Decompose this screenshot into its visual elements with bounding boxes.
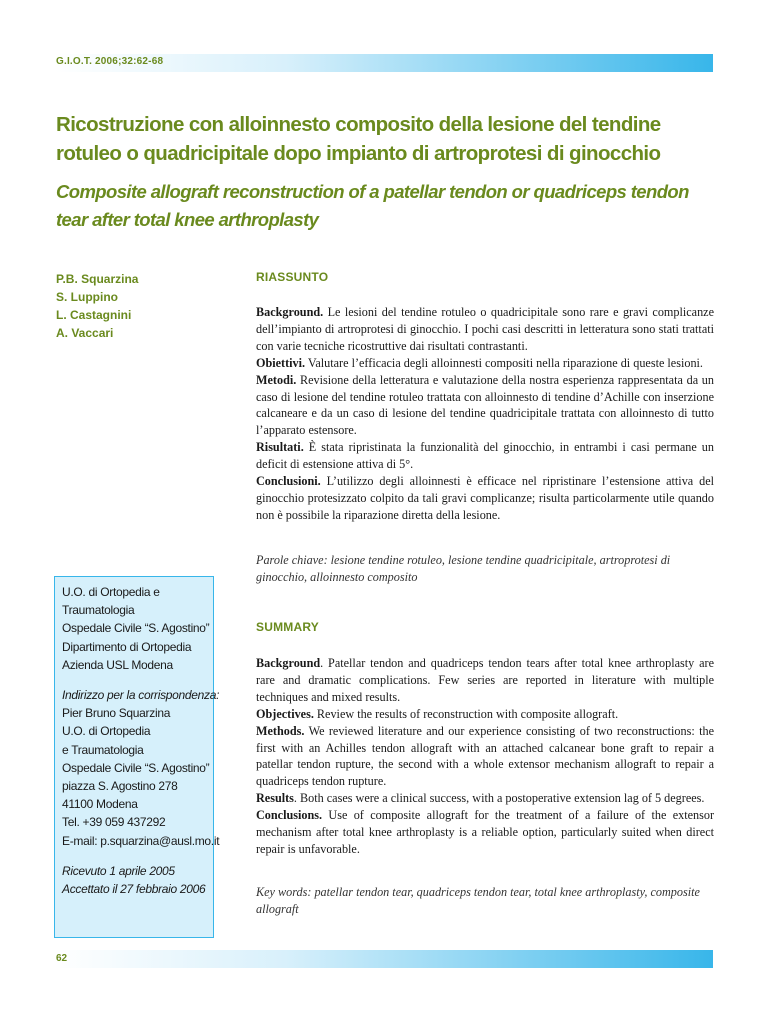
abstract-paragraph [256, 655, 714, 706]
riassunto-keywords: Parole chiave: lesione tendine rotuleo, lesione tendine quadricipitale, artroprotesi di ginocchio, alloinnesto composito [256, 553, 671, 584]
correspondence-line: 41100 Modena [62, 797, 138, 812]
paragraph-text: Use of composite allograft for the treatment of a failure of the extensor mechanism after total knee arthroplasty is a reliable option, particularly suited when direct repair is unfavorable. [256, 808, 714, 856]
paragraph-label: Objectives. [256, 706, 314, 721]
correspondence-line: Ospedale Civile “S. Agostino” [62, 760, 210, 775]
author-list [56, 270, 138, 342]
author: S. Luppino [56, 290, 118, 304]
summary-body [256, 655, 714, 858]
abstract-paragraph [256, 807, 714, 858]
correspondence-line: piazza S. Agostino 278 [62, 779, 178, 794]
paragraph-label: Background [256, 656, 321, 670]
correspondence-line: Pier Bruno Squarzina [62, 706, 171, 721]
paragraph-text: Le lesioni del tendine rotuleo o quadricipitale sono rare e gravi complicanze dell’impianto di artroprotesi di ginocchio. I pochi casi descritti in letteratura sono stati trattati con varie tecniche ricostruttive dai risultati contrastanti. [256, 305, 714, 353]
correspondence-email: E-mail: p.squarzina@ausl.mo.it [62, 833, 220, 848]
received-date: Ricevuto 1 aprile 2005 [62, 863, 175, 878]
author: L. Castagnini [56, 308, 132, 322]
title-italian: Ricostruzione con alloinnesto composito della lesione del tendine rotuleo o quadricipitale dopo impianto di artroprotesi di ginocchio [56, 113, 661, 165]
paragraph-text: Review the results of reconstruction with composite allograft. [313, 706, 619, 721]
affiliation-line: Traumatologia [62, 603, 135, 618]
riassunto-heading: RIASSUNTO [256, 270, 329, 284]
author: P.B. Squarzina [56, 272, 139, 286]
paragraph-label: Results [256, 791, 294, 806]
abstract-paragraph [256, 439, 714, 473]
summary-keywords: Key words: patellar tendon tear, quadriceps tendon tear, total knee arthroplasty, composite allograft [256, 885, 700, 916]
riassunto-body [256, 304, 714, 524]
summary-heading: SUMMARY [256, 620, 319, 634]
abstract-paragraph [256, 706, 714, 723]
author: A. Vaccari [56, 326, 114, 340]
abstract-paragraph [256, 355, 714, 372]
abstract-paragraph [256, 473, 714, 524]
abstract-paragraph [256, 790, 714, 807]
paragraph-text: Valutare l’efficacia degli alloinnesti compositi nella riparazione di queste lesioni. [305, 355, 703, 370]
abstract-paragraph [256, 723, 714, 791]
paragraph-text: . Both cases were a clinical success, with a postoperative extension lag of 5 degrees. [293, 791, 705, 806]
correspondence-label: Indirizzo per la corrispondenza: [62, 688, 220, 703]
abstract-paragraph [256, 372, 714, 440]
correspondence-line: Tel. +39 059 437292 [62, 815, 166, 830]
paragraph-text: È stata ripristinata la funzionalità del ginocchio, in entrambi i casi permane un deficit di estensione attiva di 5°. [256, 440, 714, 472]
page-number: 62 [56, 953, 68, 964]
affiliation-line: Ospedale Civile “S. Agostino” [62, 621, 210, 636]
affiliation-line: Azienda USL Modena [62, 657, 173, 672]
paragraph-label: Conclusioni. [256, 474, 321, 489]
paragraph-label: Background. [256, 305, 324, 319]
paragraph-label: Methods. [256, 723, 305, 738]
paragraph-label: Obiettivi. [256, 355, 306, 370]
title-english: Composite allograft reconstruction of a patellar tendon or quadriceps tendon tear after total knee arthroplasty [56, 181, 689, 230]
paragraph-text: Revisione della letteratura e valutazione della nostra esperienza rappresentata da un caso di lesione del tendine rotuleo trattata con alloinnesto di tendine d’Achille con inserzione calcaneare e da un caso di lesione del tendine quadricipitale trattata con alloinnesto di tutto l’apparato estensore. [256, 372, 714, 438]
paragraph-label: Metodi. [256, 372, 297, 387]
affiliation-box [54, 576, 220, 938]
accepted-date: Accettato il 27 febbraio 2006 [62, 882, 206, 897]
affiliation-line: Dipartimento di Ortopedia [62, 639, 192, 654]
paragraph-text: . Patellar tendon and quadriceps tendon tears after total knee arthroplasty are rare and dramatic complications. Few series are reported in literature with multiple techniques and mixed results. [256, 656, 714, 704]
affiliation-line: U.O. di Ortopedia e [62, 585, 160, 599]
paragraph-label: Risultati. [256, 440, 304, 455]
paragraph-text: L’utilizzo degli alloinnesti è efficace nel ripristinare l’estensione attiva del ginocchio protesizzato colpito da tali gravi complicanze; risulta particolarmente utile quando non è possibile la riparazione diretta della lesione. [256, 474, 714, 522]
paragraph-label: Conclusions. [256, 808, 323, 823]
abstract-paragraph [256, 304, 714, 355]
footer-bar [55, 950, 713, 968]
paragraph-text: We reviewed literature and our experience consisting of two reconstructions: the first with an Achilles tendon allograft with an attached calcanear bone graft to repair a patellar tendon rupture, the second with a whole extensor mechanism allograft to repair a quadriceps tendon rupture. [256, 723, 714, 789]
correspondence-line: U.O. di Ortopedia [62, 724, 151, 739]
correspondence-line: e Traumatologia [62, 742, 144, 757]
journal-reference: G.I.O.T. 2006;32:62-68 [56, 56, 164, 67]
